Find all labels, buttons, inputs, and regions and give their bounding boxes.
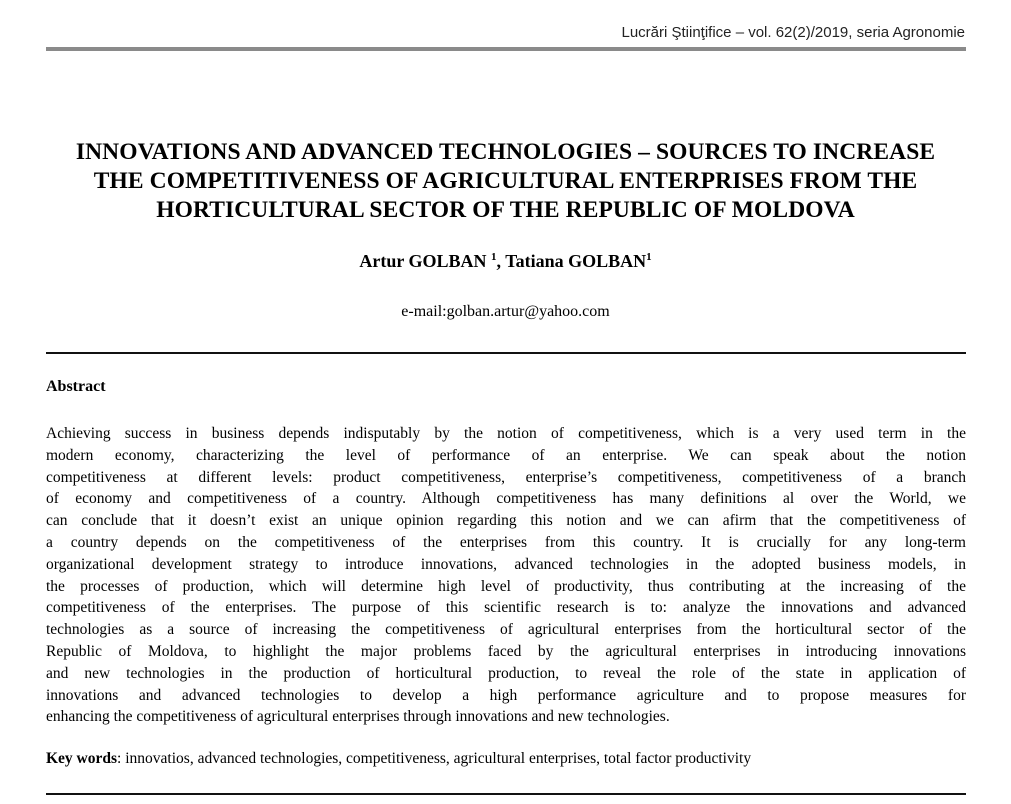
abstract-line: innovations and advanced technologies to develop a high performance agriculture and to propose measures for bbox=[46, 686, 966, 704]
running-head: Lucrări Ştiinţifice – vol. 62(2)/2019, seria Agronomie bbox=[621, 24, 965, 41]
author-name: Artur GOLBAN bbox=[359, 251, 487, 271]
abstract-line: competitiveness at different levels: product competitiveness, enterprise’s competitiveness, competitiveness of a branch bbox=[46, 468, 966, 486]
keywords-separator: : bbox=[117, 750, 126, 767]
abstract-line: can conclude that it doesn’t exist an unique opinion regarding this notion and we can afirm that the competitiveness of bbox=[46, 512, 966, 530]
header-rule bbox=[46, 47, 966, 51]
author-name: Tatiana GOLBAN bbox=[505, 251, 647, 271]
title-line: INNOVATIONS AND ADVANCED TECHNOLOGIES – SOURCES TO INCREASE bbox=[75, 139, 936, 165]
abstract-line: a country depends on the competitiveness of the enterprises from this country. It is crucially for any long-term bbox=[46, 533, 966, 551]
keywords-label: Key words bbox=[46, 750, 118, 767]
abstract-line: Achieving success in business depends indisputably by the notion of competitiveness, which is a very used term in the bbox=[46, 425, 966, 442]
abstract-line: technologies as a source of increasing the competitiveness of agricultural enterprises from the horticultural sector of the bbox=[46, 621, 966, 639]
abstract-bottom-rule bbox=[46, 793, 966, 795]
abstract-line: organizational development strategy to introduce innovations, advanced technologies in the adopted business models, in bbox=[46, 555, 966, 573]
abstract-top-rule bbox=[46, 352, 966, 354]
keywords-text: innovatios, advanced technologies, competitiveness, agricultural enterprises, total factor productivity bbox=[125, 750, 752, 767]
keywords bbox=[46, 750, 966, 768]
abstract-line: enhancing the competitiveness of agricultural enterprises through innovations and new technologies. bbox=[46, 708, 670, 726]
abstract-line: the processes of production, which will determine high level of productivity, thus contributing at the increasing of the bbox=[46, 577, 966, 595]
author-separator: , bbox=[496, 251, 506, 271]
paper-title bbox=[30, 138, 981, 225]
authors bbox=[0, 251, 1011, 272]
abstract-line: and new technologies in the production of horticultural production, to reveal the role of the state in application of bbox=[46, 664, 966, 682]
title-line: HORTICULTURAL SECTOR OF THE REPUBLIC OF MOLDOVA bbox=[156, 197, 855, 223]
abstract-line: of economy and competitiveness of a country. Although competitiveness has many definitions al over the World, we bbox=[46, 490, 966, 508]
author-affiliation: 1 bbox=[646, 251, 652, 263]
title-line: THE COMPETITIVENESS OF AGRICULTURAL ENTERPRISES FROM THE bbox=[93, 168, 918, 194]
abstract-body bbox=[46, 423, 966, 728]
abstract-line: modern economy, characterizing the level of performance of an enterprise. We can speak about the notion bbox=[46, 446, 966, 464]
abstract-line: Republic of Moldova, to highlight the major problems faced by the agricultural enterprises in introducing innovations bbox=[46, 642, 966, 660]
abstract-line: competitiveness of the enterprises. The purpose of this scientific research is to: analyze the innovations and advanced bbox=[46, 599, 966, 617]
abstract-heading: Abstract bbox=[46, 378, 106, 395]
author-affiliation: 1 bbox=[491, 251, 497, 263]
author-email: e-mail:golban.artur@yahoo.com bbox=[401, 303, 610, 320]
